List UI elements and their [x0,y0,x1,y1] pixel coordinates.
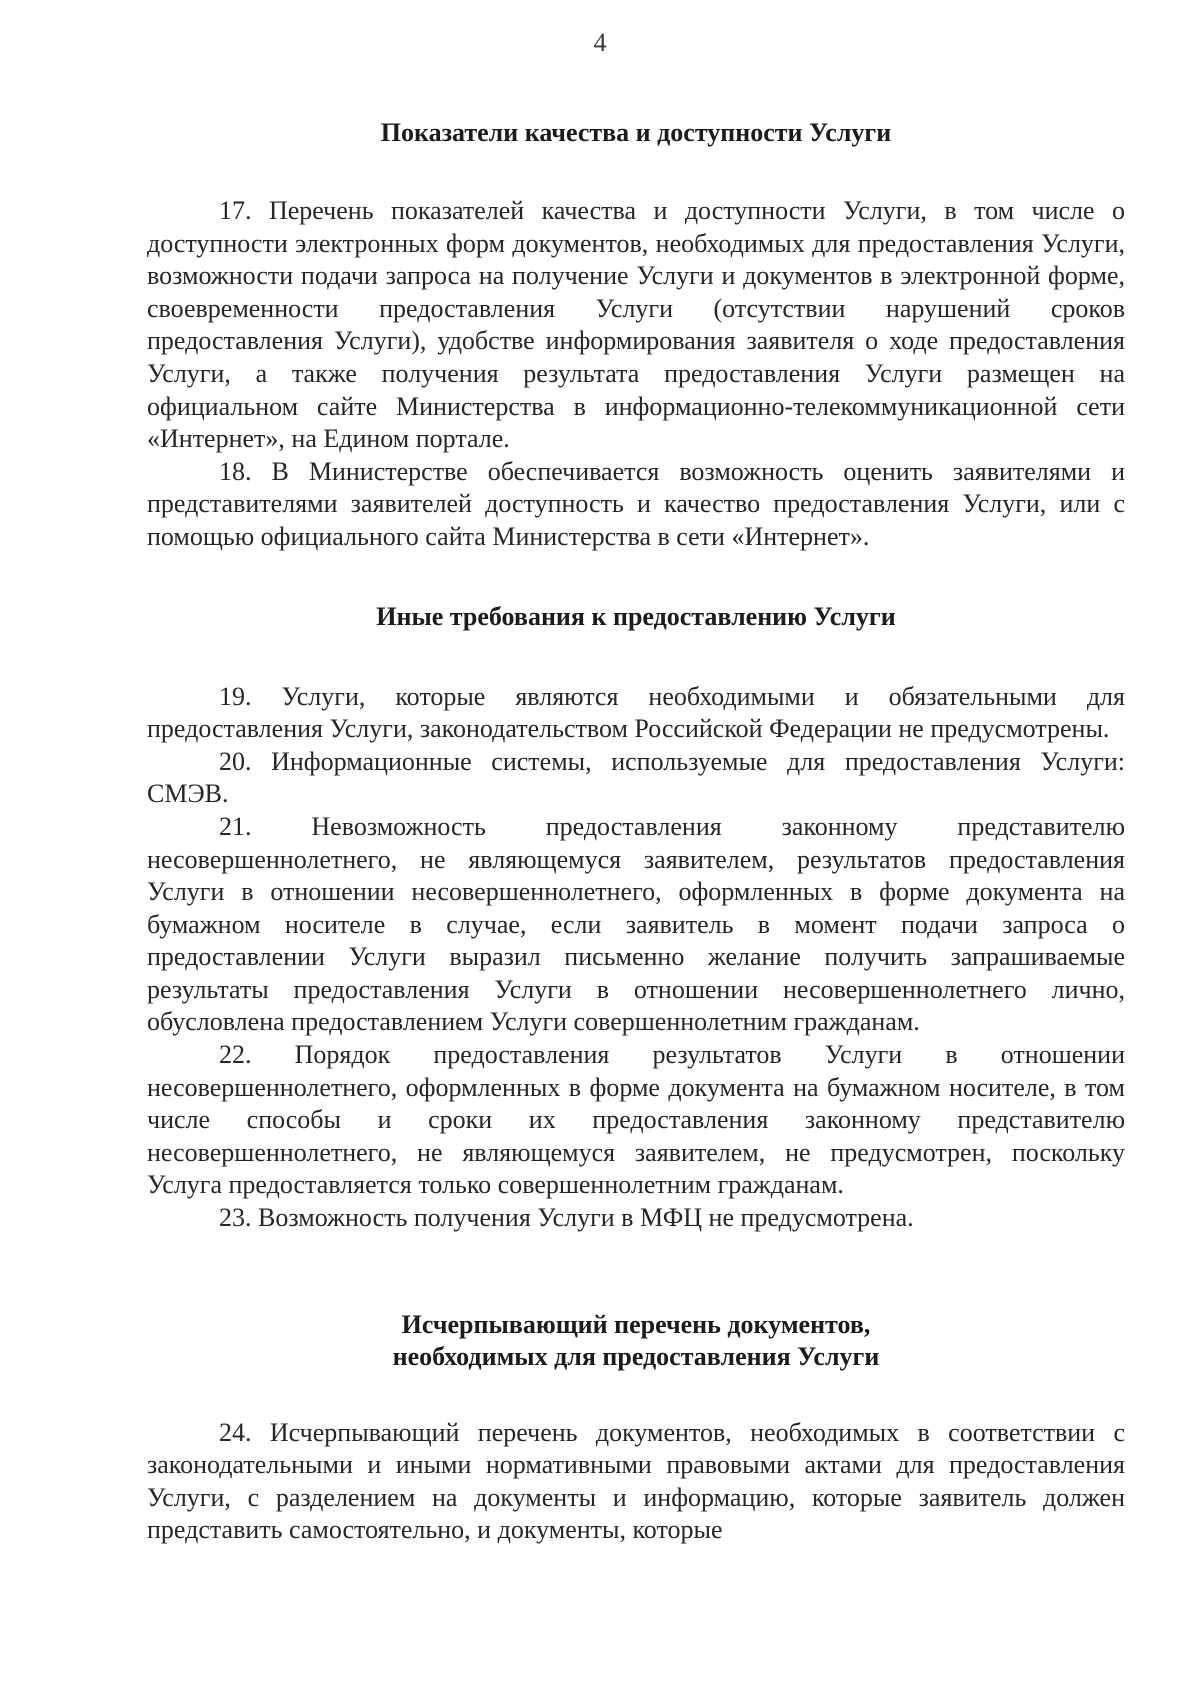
section-other-requirements [147,601,1125,1235]
paragraph-19: 19. Услуги, которые являются необходимыми и обязательными для предоставления Услуги, законодательством Российской Федерации не предусмотрены. [147,681,1125,744]
section-heading [147,1309,1125,1373]
paragraph-21: 21. Невозможность предоставления законному представителю несовершеннолетнего, не являющемуся заявителем, результатов предоставления Услуги в отношении несовершеннолетнего, оформленных в форме документа на бумажном носителе в случае, если заявитель в момент подачи запроса о предоставлении Услуги выразил письменно желание получить запрашиваемые результаты предоставления Услуги в отношении несовершеннолетнего лично, обусловлена предоставлением Услуги совершеннолетним гражданам. [147,811,1125,1037]
paragraph-24: 24. Исчерпывающий перечень документов, необходимых в соответствии с законодательными и иными нормативными правовыми актами для предоставления Услуги, с разделением на документы и информацию, которые заявитель должен представить самостоятельно, и документы, которые [147,1417,1125,1545]
section-quality-indicators [147,117,1125,554]
paragraph-20: 20. Информационные системы, используемые для предоставления Услуги: СМЭВ. [147,746,1125,809]
page-number: 4 [593,28,607,57]
section-heading-line: необходимых для предоставления Услуги [392,1341,880,1371]
section-heading: Иные требования к предоставлению Услуги [376,601,896,631]
document-body [147,105,1125,1547]
section-heading: Показатели качества и доступности Услуги [380,118,892,147]
section-documents-list [147,1309,1125,1547]
paragraph-22: 22. Порядок предоставления результатов Услуги в отношении несовершеннолетнего, оформленных в форме документа на бумажном носителе, в том числе способы и сроки их предоставления законному представителю несовершеннолетнего, не являющемуся заявителем, не предусмотрен, поскольку Услуга предоставляется только совершеннолетним гражданам. [147,1040,1125,1200]
paragraph-18: 18. В Министерстве обеспечивается возможность оценить заявителями и представителями заявителей доступность и качество предоставления Услуги, или с помощью официального сайта Министерства в сети «Интернет». [147,456,1125,551]
section-heading-line: Исчерпывающий перечень документов, [401,1309,871,1339]
paragraph-17: 17. Перечень показателей качества и доступности Услуги, в том числе о доступности электронных форм документов, необходимых для предоставления Услуги, возможности подачи запроса на получение Услуги и документов в электронной форме, своевременности предоставления Услуги (отсутствии нарушений сроков предоставления Услуги), удобстве информирования заявителя о ходе предоставления Услуги, а также получения результата предоставления Услуги размещен на официальном сайте Министерства в информационно-телекоммуникационной сети «Интернет», на Едином портале. [147,196,1125,454]
paragraph-23: 23. Возможность получения Услуги в МФЦ не предусмотрена. [219,1203,914,1233]
